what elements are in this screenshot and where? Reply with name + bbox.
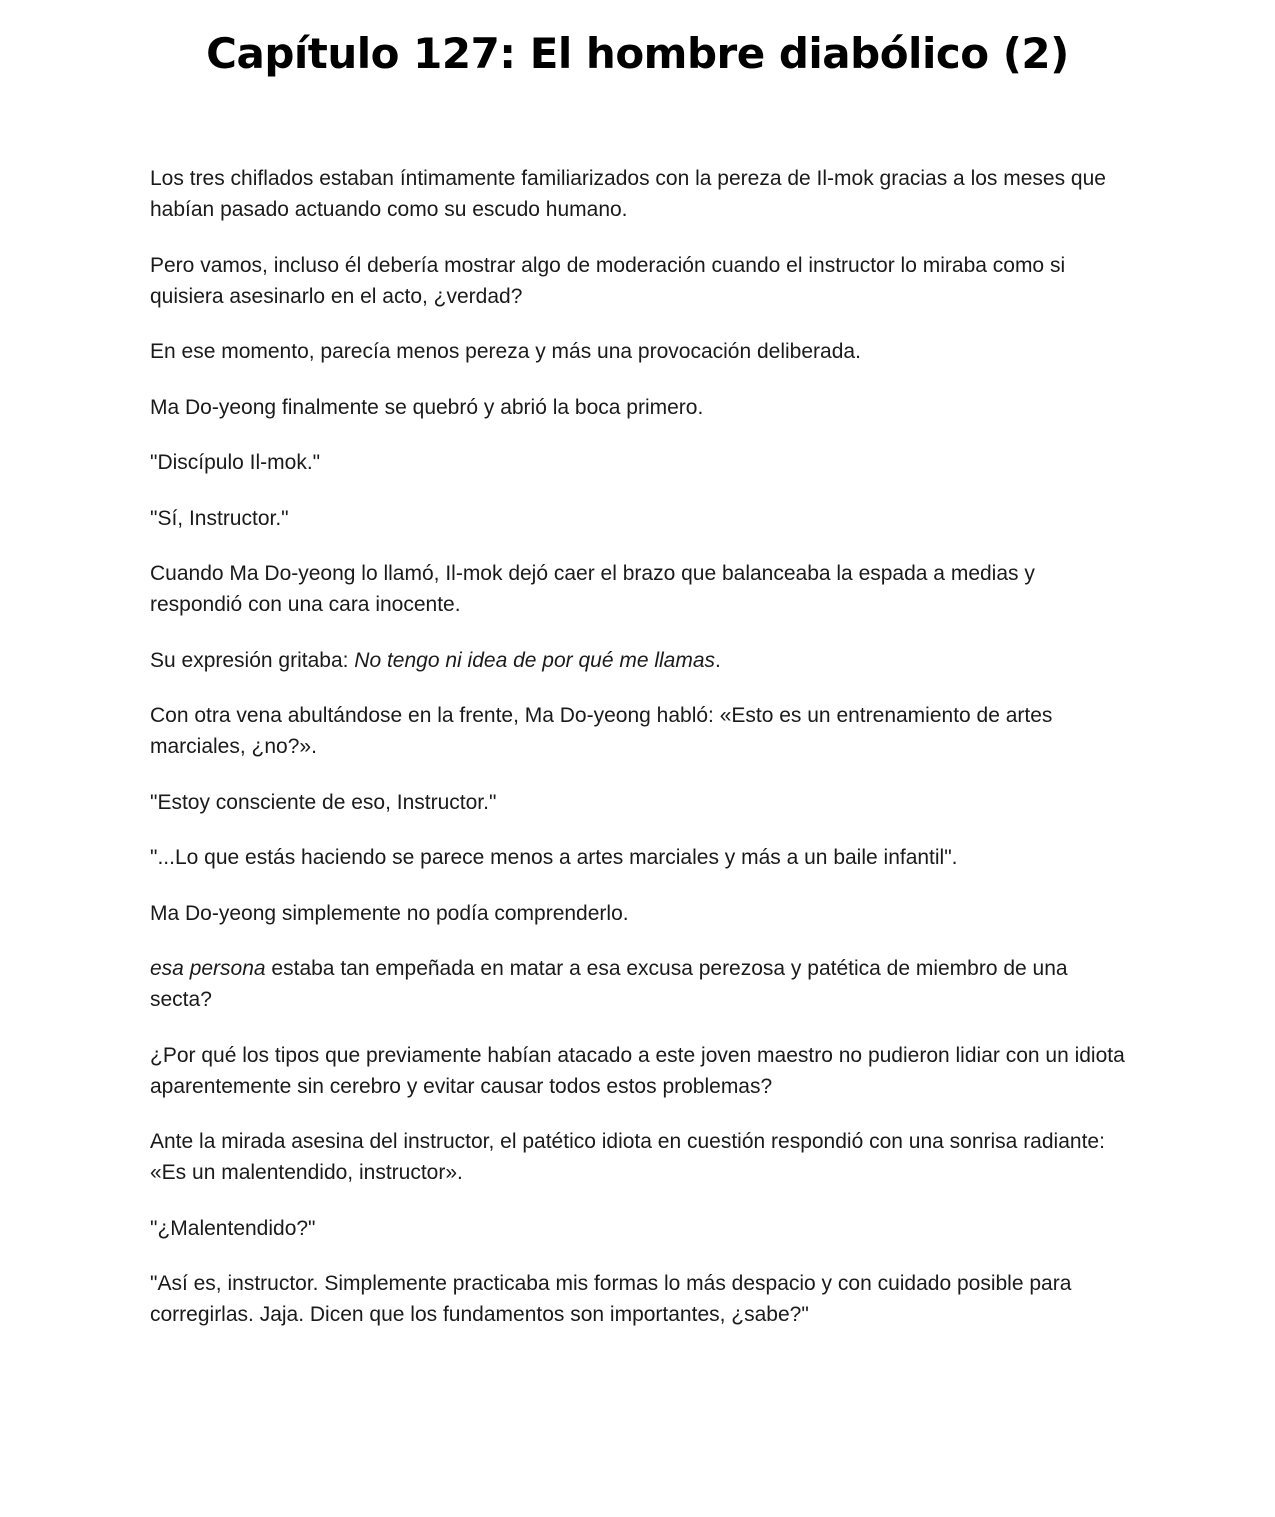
paragraph: "...Lo que estás haciendo se parece menos a artes marciales y más a un baile infantil". <box>150 846 958 869</box>
paragraph: "Así es, instructor. Simplemente practicaba mis formas lo más despacio y con cuidado posible para corregirlas. Jaja. Dicen que los fundamentos son importantes, ¿sabe?" <box>150 1272 1072 1326</box>
chapter-title: Capítulo 127: El hombre diabólico (2) <box>206 29 1069 78</box>
paragraph: "Sí, Instructor." <box>150 506 289 530</box>
paragraph-with-italic <box>150 953 1130 1015</box>
paragraph: "Discípulo Il-mok." <box>150 451 321 474</box>
paragraph: Ma Do-yeong finalmente se quebró y abrió la boca primero. <box>150 395 704 419</box>
paragraph: "Estoy consciente de eso, Instructor." <box>150 790 497 814</box>
italic-text: esa persona <box>150 957 266 980</box>
paragraph: Ma Do-yeong simplemente no podía comprenderlo. <box>150 901 629 925</box>
paragraph: Los tres chiflados estaban íntimamente familiarizados con la pereza de Il-mok gracias a los meses que habían pasado actuando como su escudo humano. <box>150 167 1106 221</box>
paragraph: Ante la mirada asesina del instructor, el patético idiota en cuestión respondió con una sonrisa radiante: «Es un malentendido, instructor». <box>150 1130 1105 1184</box>
paragraph-text: estaba tan empeñada en matar a esa excusa perezosa y patética de miembro de una secta? <box>150 957 1068 1011</box>
chapter-body <box>150 163 1130 1355</box>
paragraph: En ese momento, parecía menos pereza y más una provocación deliberada. <box>150 340 861 363</box>
paragraph-with-italic <box>150 645 1130 676</box>
italic-text: No tengo ni idea de por qué me llamas <box>354 648 716 672</box>
paragraph: Cuando Ma Do-yeong lo llamó, Il-mok dejó caer el brazo que balanceaba la espada a medias y respondió con una cara inocente. <box>150 562 1035 616</box>
paragraph-text: Su expresión gritaba: <box>150 648 355 672</box>
paragraph: ¿Por qué los tipos que previamente habían atacado a este joven maestro no pudieron lidiar con un idiota aparentemente sin cerebro y evitar causar todos estos problemas? <box>150 1043 1125 1098</box>
paragraph: Con otra vena abultándose en la frente, Ma Do-yeong habló: «Esto es un entrenamiento de artes marciales, ¿no?». <box>150 704 1053 758</box>
paragraph: Pero vamos, incluso él debería mostrar algo de moderación cuando el instructor lo miraba como si quisiera asesinarlo en el acto, ¿verdad? <box>150 253 1066 308</box>
paragraph: "¿Malentendido?" <box>150 1216 316 1240</box>
paragraph-text: . <box>715 648 721 672</box>
